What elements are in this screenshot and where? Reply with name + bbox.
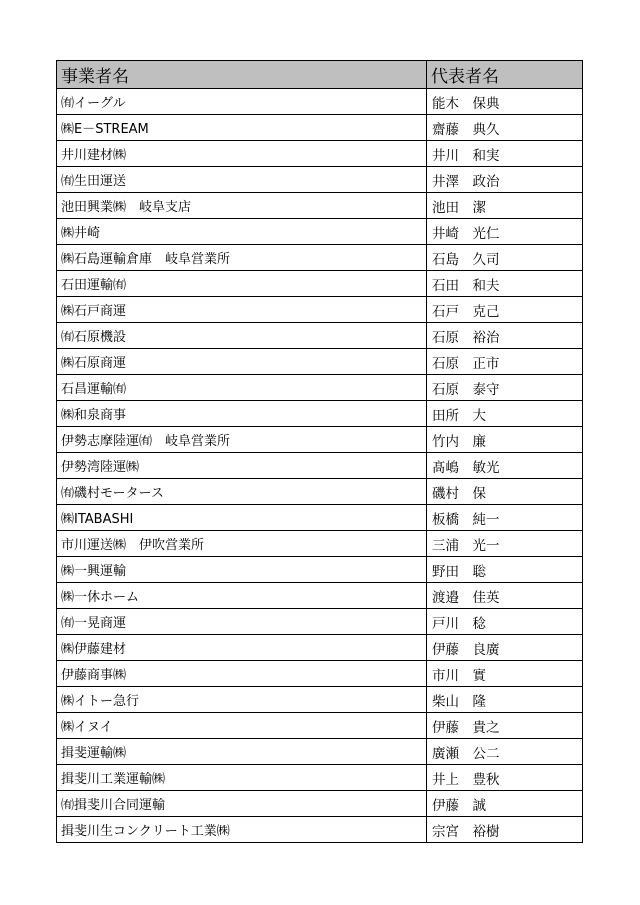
table-row (57, 401, 583, 427)
representative-name-cell: 井崎 光仁 (427, 219, 583, 245)
company-name-cell: 揖斐川工業運輸㈱ (57, 765, 427, 791)
company-name-cell: ㈲磯村モータース (57, 479, 427, 505)
representative-name-cell: 能木 保典 (427, 89, 583, 115)
representative-name-cell: 柴山 隆 (427, 687, 583, 713)
representative-name-cell: 石原 正市 (427, 349, 583, 375)
representative-name-cell: 伊藤 誠 (427, 791, 583, 817)
representative-name-cell: 石戸 克己 (427, 297, 583, 323)
table-row (57, 557, 583, 583)
representative-name-cell: 井澤 政治 (427, 167, 583, 193)
representative-name-cell: 髙嶋 敏光 (427, 453, 583, 479)
table-row (57, 271, 583, 297)
table-header (57, 61, 583, 89)
table-row (57, 453, 583, 479)
company-name-cell: ㈱ITABASHI (57, 505, 427, 531)
representative-name-cell: 田所 大 (427, 401, 583, 427)
representative-name-cell: 野田 聡 (427, 557, 583, 583)
header-row (57, 61, 583, 89)
table-row (57, 661, 583, 687)
table-row (57, 479, 583, 505)
company-name-cell: ㈱和泉商事 (57, 401, 427, 427)
company-name-cell: 伊藤商事㈱ (57, 661, 427, 687)
table-row (57, 89, 583, 115)
table-row (57, 427, 583, 453)
company-name-cell: ㈲揖斐川合同運輸 (57, 791, 427, 817)
table-row (57, 739, 583, 765)
company-name-cell: ㈱イヌイ (57, 713, 427, 739)
table-row (57, 713, 583, 739)
company-name-cell: ㈲イーグル (57, 89, 427, 115)
company-name-cell: 揖斐運輸㈱ (57, 739, 427, 765)
company-name-cell: ㈱伊藤建材 (57, 635, 427, 661)
company-name-cell: 石昌運輸㈲ (57, 375, 427, 401)
representative-name-cell: 市川 實 (427, 661, 583, 687)
table-body (57, 89, 583, 843)
table-row (57, 583, 583, 609)
representative-name-cell: 齋藤 典久 (427, 115, 583, 141)
company-name-cell: 井川建材㈱ (57, 141, 427, 167)
representative-name-cell: 戸川 稔 (427, 609, 583, 635)
company-name-cell: 伊勢湾陸運㈱ (57, 453, 427, 479)
header-representative: 代表者名 (427, 61, 583, 89)
business-roster-table (56, 60, 583, 843)
company-name-cell: 池田興業㈱ 岐阜支店 (57, 193, 427, 219)
company-name-cell: ㈲一晃商運 (57, 609, 427, 635)
representative-name-cell: 竹内 廉 (427, 427, 583, 453)
company-name-cell: ㈱石戸商運 (57, 297, 427, 323)
representative-name-cell: 渡邉 佳英 (427, 583, 583, 609)
representative-name-cell: 井上 豊秋 (427, 765, 583, 791)
table-row (57, 323, 583, 349)
table-row (57, 167, 583, 193)
table-row (57, 817, 583, 843)
table-row (57, 219, 583, 245)
representative-name-cell: 池田 潔 (427, 193, 583, 219)
company-name-cell: 市川運送㈱ 伊吹営業所 (57, 531, 427, 557)
table-row (57, 349, 583, 375)
table-row (57, 609, 583, 635)
company-name-cell: ㈱一休ホーム (57, 583, 427, 609)
table-row (57, 687, 583, 713)
company-name-cell: 石田運輸㈲ (57, 271, 427, 297)
company-name-cell: ㈱井崎 (57, 219, 427, 245)
table-row (57, 297, 583, 323)
representative-name-cell: 廣瀬 公二 (427, 739, 583, 765)
table-row (57, 791, 583, 817)
representative-name-cell: 宗宮 裕樹 (427, 817, 583, 843)
representative-name-cell: 伊藤 良廣 (427, 635, 583, 661)
company-name-cell: ㈱一興運輸 (57, 557, 427, 583)
table-row (57, 505, 583, 531)
representative-name-cell: 石田 和夫 (427, 271, 583, 297)
table-row (57, 141, 583, 167)
representative-name-cell: 板橋 純一 (427, 505, 583, 531)
table-row (57, 193, 583, 219)
representative-name-cell: 伊藤 貴之 (427, 713, 583, 739)
representative-name-cell: 三浦 光一 (427, 531, 583, 557)
company-name-cell: ㈲石原機設 (57, 323, 427, 349)
table-row (57, 245, 583, 271)
header-company: 事業者名 (57, 61, 427, 89)
document-page (56, 60, 582, 843)
representative-name-cell: 石原 泰守 (427, 375, 583, 401)
table-row (57, 375, 583, 401)
company-name-cell: 伊勢志摩陸運㈲ 岐阜営業所 (57, 427, 427, 453)
representative-name-cell: 石島 久司 (427, 245, 583, 271)
representative-name-cell: 石原 裕治 (427, 323, 583, 349)
company-name-cell: 揖斐川生コンクリート工業㈱ (57, 817, 427, 843)
company-name-cell: ㈱E－STREAM (57, 115, 427, 141)
table-row (57, 115, 583, 141)
company-name-cell: ㈱石島運輸倉庫 岐阜営業所 (57, 245, 427, 271)
company-name-cell: ㈲生田運送 (57, 167, 427, 193)
company-name-cell: ㈱イトー急行 (57, 687, 427, 713)
table-row (57, 635, 583, 661)
table-row (57, 765, 583, 791)
company-name-cell: ㈱石原商運 (57, 349, 427, 375)
representative-name-cell: 井川 和実 (427, 141, 583, 167)
table-row (57, 531, 583, 557)
representative-name-cell: 磯村 保 (427, 479, 583, 505)
